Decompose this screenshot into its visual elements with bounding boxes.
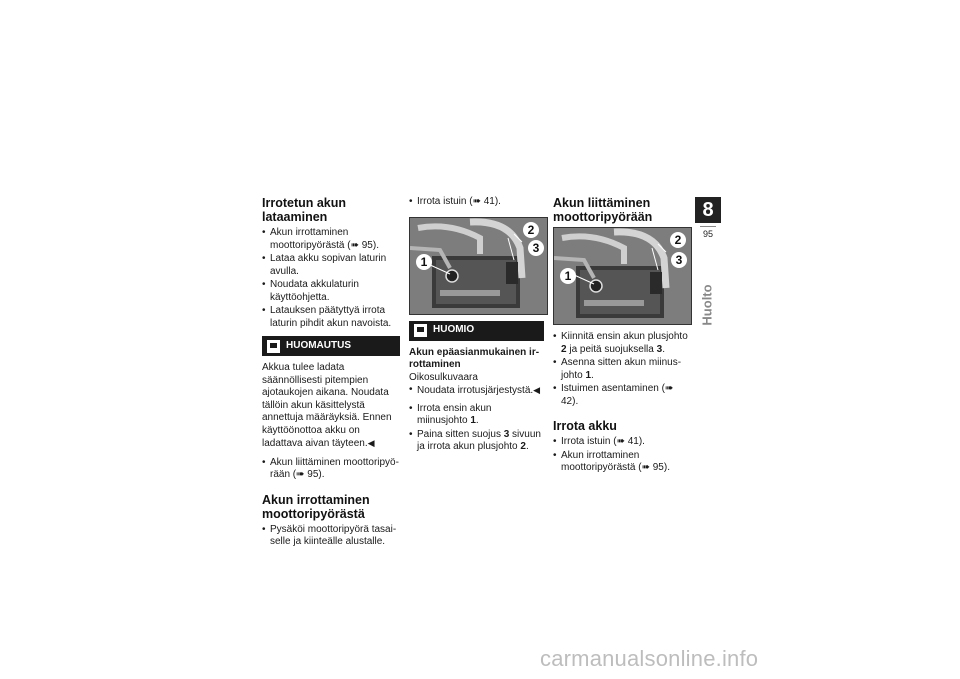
list-item: • Noudata irrotusjärjestystä.◀	[409, 384, 544, 398]
heading-remove-battery-short: Irrota akku	[553, 419, 617, 433]
column-left	[262, 196, 400, 550]
chapter-number: 8	[695, 197, 721, 223]
list-item: • Latauksen päätyttyä irrota laturin pihdit akun navoista.	[262, 305, 400, 330]
list-item: • Kiinnitä ensin akun plusjohto 2 ja peitä suojuksella 3.	[553, 331, 691, 356]
list-item: • Akun liittäminen moottoripyörään (➠ 95).	[262, 457, 400, 482]
notice-banner	[262, 336, 400, 356]
heading-charging-removed-battery: Irrotetun akun lataaminen	[262, 196, 347, 224]
hand-notice-icon	[267, 340, 280, 353]
connect-steps-list	[553, 331, 691, 408]
list-item: • Lataa akku sopivan laturin avulla.	[262, 253, 400, 278]
callout-2: 2	[523, 222, 539, 238]
callout-1: 1	[416, 254, 432, 270]
watermark: carmanualsonline.info	[540, 646, 759, 671]
heading-connect-battery: Akun liittäminen moottoripyörään	[553, 196, 653, 224]
battery-photo-connect	[553, 227, 692, 325]
list-item: • Akun irrottaminen moottoripyörästä (➠ 95).	[262, 227, 400, 252]
callout-2: 2	[670, 232, 686, 248]
callout-3: 3	[528, 240, 544, 256]
list-item: • Akun irrottaminen moottoripyörästä (➠ 95).	[553, 450, 691, 475]
column-middle	[409, 196, 544, 455]
callout-3: 3	[671, 252, 687, 268]
page-number: 95	[702, 229, 713, 239]
column-right	[553, 196, 691, 476]
connect-reference-list	[262, 457, 400, 482]
list-item: • Irrota istuin (➠ 41).	[409, 196, 544, 209]
callout-1: 1	[560, 268, 576, 284]
hand-warning-icon	[414, 324, 427, 337]
section-label: Huolto	[699, 284, 715, 326]
battery-photo	[409, 217, 548, 315]
disconnect-steps-list	[409, 403, 544, 454]
list-item: • Pysäköi moottoripyörä tasaiselle ja kiinteälle alustalle.	[262, 524, 400, 549]
seat-removal-list	[409, 196, 544, 209]
warning-banner	[409, 321, 544, 341]
remove-battery-list	[553, 436, 691, 475]
notice-text: Akkua tulee ladata säännöllisesti pitempien ajotaukojen aikana. Noudata tällöin akun käsittelystä annettuja määräyksiä. Ennen käyttöönottoa akku on ladattava aivan täyteen.◀	[262, 362, 392, 449]
chapter-divider	[700, 226, 716, 227]
warning-list	[409, 384, 544, 398]
charging-steps-list	[262, 227, 400, 330]
list-item: • Irrota istuin (➠ 41).	[553, 436, 691, 449]
heading-remove-battery: Akun irrottaminen moottoripyörästä	[262, 492, 370, 521]
warning-label: HUOMIO	[433, 324, 475, 336]
list-item: • Irrota ensin akun miinusjohto 1.	[409, 403, 544, 428]
list-item: • Istuimen asentaminen (➠ 42).	[553, 383, 691, 408]
end-mark: ◀	[367, 438, 375, 448]
list-item: • Noudata akkulaturin käyttöohjetta.	[262, 279, 400, 304]
list-item: • Paina sitten suojus 3 sivuun ja irrota akun plusjohto 2.	[409, 429, 544, 454]
list-item: • Asenna sitten akun miinusjohto 1.	[553, 357, 691, 382]
notice-label: HUOMAUTUS	[286, 339, 351, 351]
remove-steps-list	[262, 524, 400, 549]
warning-subtitle: Oikosulkuvaara	[409, 371, 478, 383]
warning-title: Akun epäasianmukainen irrottaminen	[409, 346, 540, 370]
end-mark: ◀	[533, 385, 541, 395]
